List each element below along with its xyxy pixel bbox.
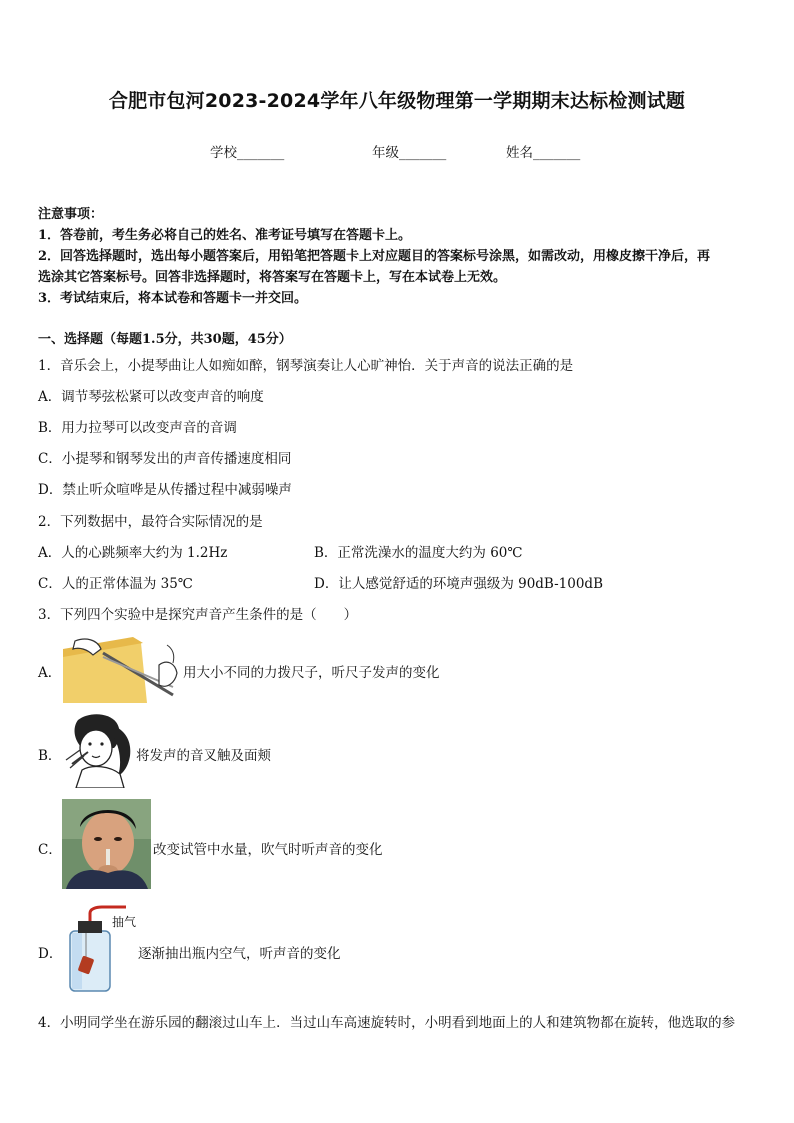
q2-stem: 2．下列数据中，最符合实际情况的是 (38, 514, 263, 530)
q3-option-a-letter: A． (38, 665, 62, 681)
q2-option-c: C．人的正常体温为 35℃ (38, 576, 193, 592)
q3-stem: 3．下列四个实验中是探究声音产生条件的是（ ） (38, 607, 358, 623)
q3-option-b-text: 将发声的音叉触及面颊 (136, 748, 271, 764)
grade-field: 年级_______ (372, 145, 447, 161)
q2-option-b: B．正常洗澡水的温度大约为 60℃ (314, 545, 523, 561)
notice-item-3: 3．考试结束后，将本试卷和答题卡一并交回。 (38, 291, 308, 306)
school-field: 学校_______ (210, 145, 285, 161)
name-field: 姓名_______ (506, 145, 581, 161)
q1-option-a: A．调节琴弦松紧可以改变声音的响度 (38, 389, 264, 405)
q3-option-d-text: 逐渐抽出瓶内空气，听声音的变化 (138, 946, 341, 962)
q3-option-c-letter: C． (38, 842, 62, 858)
pump-air-label: 抽气 (112, 915, 137, 929)
ruler-experiment-image (63, 635, 181, 703)
q4-stem: 4．小明同学坐在游乐园的翻滚过山车上．当过山车高速旋转时，小明看到地面上的人和建筑物都在旋转，他选取的参 (38, 1015, 736, 1031)
q1-option-d: D．禁止听众喧哗是从传播过程中减弱噪声 (38, 482, 292, 498)
notice-item-1: 1．答卷前，考生务必将自己的姓名、准考证号填写在答题卡上。 (38, 228, 412, 243)
q1-option-c: C．小提琴和钢琴发出的声音传播速度相同 (38, 451, 292, 467)
tuning-fork-face-image (62, 712, 136, 788)
notice-heading: 注意事项： (38, 207, 104, 222)
q2-option-a: A．人的心跳频率大约为 1.2Hz (38, 545, 228, 561)
notice-item-2: 2．回答选择题时，选出每小题答案后，用铅笔把答题卡上对应题目的答案标号涂黑，如需改动，用橡皮擦干净后，再 (38, 249, 711, 264)
q3-option-b-letter: B． (38, 748, 62, 764)
q1-option-b: B．用力拉琴可以改变声音的音调 (38, 420, 237, 436)
q3-option-a-text: 用大小不同的力拨尺子，听尺子发声的变化 (183, 665, 440, 681)
q3-option-d-letter: D． (38, 946, 63, 962)
q1-stem: 1．音乐会上，小提琴曲让人如痴如醉，钢琴演奏让人心旷神怡．关于声音的说法正确的是 (38, 358, 574, 374)
section-heading: 一、选择题（每题1.5分，共30题，45分） (38, 332, 292, 347)
q3-option-c-text: 改变试管中水量，吹气时听声音的变化 (153, 842, 383, 858)
boy-test-tube-photo (62, 799, 151, 889)
page-title: 合肥市包河2023-2024学年八年级物理第一学期期末达标检测试题 (108, 90, 686, 112)
notice-item-2-cont: 选涂其它答案标号。回答非选择题时，将答案写在答题卡上，写在本试卷上无效。 (38, 270, 507, 285)
q2-option-d: D．让人感觉舒适的环境声强级为 90dB-100dB (314, 576, 603, 592)
